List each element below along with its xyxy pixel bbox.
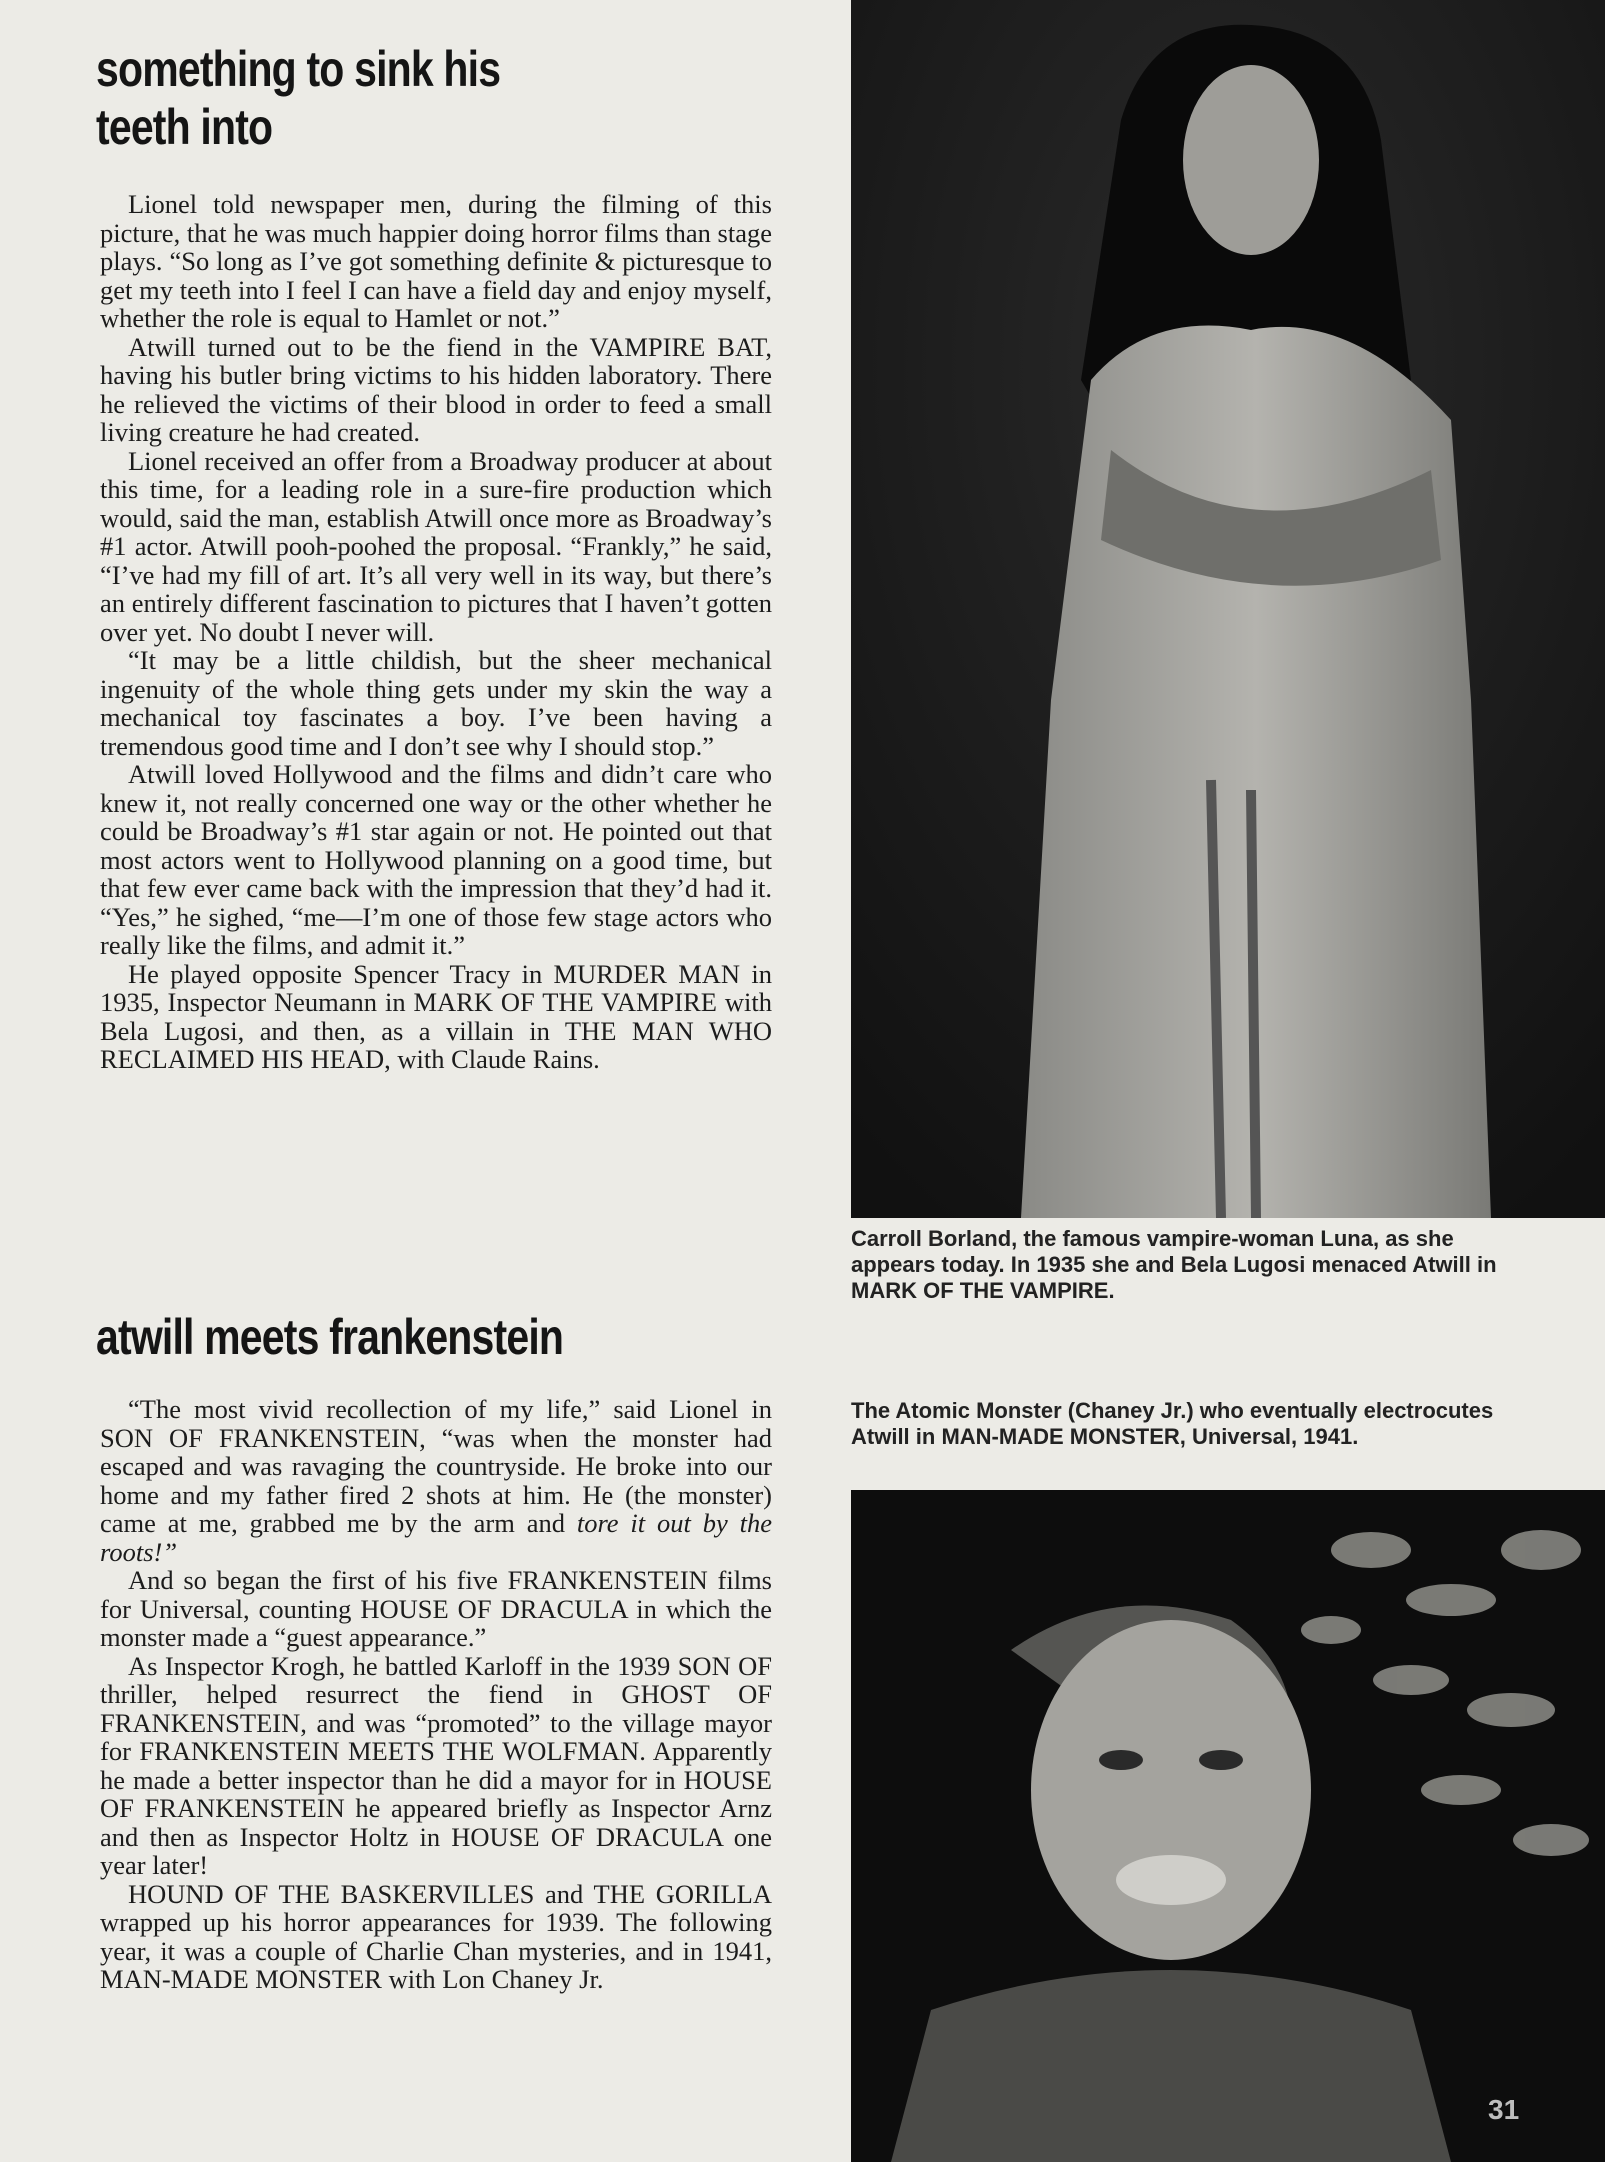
vampire-woman-image xyxy=(851,0,1605,1218)
photo-caption-1: Carroll Borland, the famous vampire-woman Luna, as she appears today. In 1935 she and Bela Lugosi menaced Atwill in MARK OF THE VAMPIRE. xyxy=(851,1226,1497,1303)
article-column-2 xyxy=(100,1395,772,1994)
paragraph: HOUND OF THE BASKERVILLES and THE GORILLA wrapped up his horror appearances for 1939. The following year, it was a couple of Charlie Chan mysteries, and in 1941, MAN-MADE MONSTER with Lon Chaney Jr. xyxy=(100,1878,772,1994)
paragraph-text: “The most vivid recollection of my life,” said Lionel in SON OF FRANKENSTEIN, “was when the monster had escaped and was ravaging the countryside. He broke into our home and my father fired 2 shots at him. He (the monster) came at me, grabbed me by the arm and xyxy=(100,1394,772,1538)
paragraph: And so began the first of his five FRANKENSTEIN films for Universal, counting HOUSE OF DRACULA in which the monster made a “guest appearance.” xyxy=(100,1565,772,1652)
paragraph: He played opposite Spencer Tracy in MURDER MAN in 1935, Inspector Neumann in MARK OF THE VAMPIRE with Bela Lugosi, and then, as a villain in THE MAN WHO RECLAIMED HIS HEAD, with Claude Rains. xyxy=(100,958,772,1074)
photo-vampire-woman xyxy=(851,0,1605,1218)
photo-caption-2: The Atomic Monster (Chaney Jr.) who eventually electrocutes Atwill in MAN-MADE MONSTER, Universal, 1941. xyxy=(851,1398,1494,1449)
section-heading-sink-teeth: something to sink his teeth into xyxy=(96,41,501,155)
paragraph: Atwill turned out to be the fiend in the VAMPIRE BAT, having his butler bring victims to his hidden laboratory. There he relieved the victims of their blood in order to feed a small living creature he had created. xyxy=(100,331,772,447)
photo-atomic-monster xyxy=(851,1490,1605,2162)
section-heading-atwill-meets-frankenstein: atwill meets frankenstein xyxy=(96,1309,564,1365)
paragraph: Atwill loved Hollywood and the films and didn’t care who knew it, not really concerned one way or the other whether he could be Broadway’s #1 star again or not. He pointed out that most actors went to Hollywood planning on a good time, but that few ever came back with the impression that they’d had it. “Yes,” he sighed, “me—I’m one of those few stage actors who really like the films, and admit it.” xyxy=(100,759,772,960)
atomic-monster-image xyxy=(851,1490,1605,2162)
article-column-1 xyxy=(100,190,772,1074)
paragraph: “It may be a little childish, but the sheer mechanical ingenuity of the whole thing gets under my skin the way a mechanical toy fascinates a boy. I’ve been having a tremendous good time and I don’t see why I should stop.” xyxy=(100,645,772,761)
page-number: 31 xyxy=(1488,2094,1520,2125)
paragraph: Lionel told newspaper men, during the filming of this picture, that he was much happier doing horror films than stage plays. “So long as I’ve got something definite & picturesque to get my teeth into I feel I can have a field day and enjoy myself, whether the role is equal to Hamlet or not.” xyxy=(100,189,772,333)
paragraph xyxy=(100,1395,772,1566)
paragraph-italic-text: tore it out by the roots!” xyxy=(100,1508,772,1567)
paragraph: Lionel received an offer from a Broadway producer at about this time, for a leading role in a sure-fire production which would, said the man, establish Atwill once more as Broadway’s #1 actor. Atwill pooh-poohed the proposal. “Frankly,” he said, “I’ve had my fill of art. It’s all very well in its way, but there’s an entirely different fascination to pictures that I haven’t gotten over yet. No doubt I never will. xyxy=(100,445,772,647)
paragraph: As Inspector Krogh, he battled Karloff in the 1939 SON OF thriller, helped resurrect the fiend in GHOST OF FRANKENSTEIN, and was “promoted” to the village mayor for FRANKENSTEIN MEETS THE WOLFMAN. Apparently he made a better inspector than he did a mayor for in HOUSE OF FRANKENSTEIN he appeared briefly as Inspector Arnz and then as Inspector Holtz in HOUSE OF DRACULA one year later! xyxy=(100,1650,772,1880)
